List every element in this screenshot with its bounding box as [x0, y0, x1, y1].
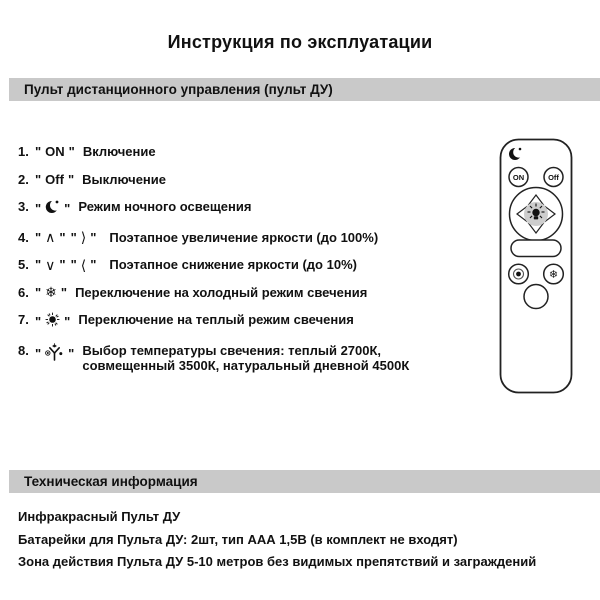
off-label: Off	[45, 171, 64, 187]
item-text: Включение	[82, 144, 156, 159]
section-header-remote	[9, 78, 600, 101]
list-item-temperature-select	[18, 343, 484, 373]
tech-line-batteries: Батарейки для Пульта ДУ: 2шт, тип ААА 1,5В (в комплект не входят)	[18, 531, 458, 547]
list-item-warm-mode	[18, 312, 484, 330]
chevron-down-icon: ∨	[45, 256, 56, 273]
page-title: Инструкция по эксплуатации	[167, 32, 433, 52]
remote-pill-button	[511, 240, 561, 257]
list-item-night-mode	[18, 199, 484, 217]
remote-cold-button	[544, 264, 564, 284]
tech-info	[18, 509, 593, 577]
tech-line-range: Зона действия Пульта ДУ 5-10 метров без видимых препятствий и заграждений	[18, 554, 537, 569]
item-text: Режим ночного освещения	[78, 199, 252, 214]
item-symbol: " "	[35, 343, 74, 365]
on-label: ON	[45, 144, 65, 159]
item-text: Выбор температуры свечения: теплый 2700К, совмещенный 3500К, натуральный дневной 4500К	[82, 342, 410, 373]
list-item-on	[18, 144, 484, 159]
remote-warm-button	[509, 264, 529, 284]
instruction-list	[18, 144, 484, 385]
section-header-remote-label: Пульт дистанционного управления (пульт ДУ)	[24, 82, 333, 97]
item-number: 5.	[18, 257, 29, 272]
item-symbol: " "	[35, 200, 71, 216]
item-number: 8.	[18, 342, 29, 358]
snowflake-icon: ❄	[45, 284, 57, 300]
section-header-tech	[9, 470, 600, 493]
item-symbol: " ∧ " " ⟩ "	[35, 229, 97, 245]
temperature-select-icon	[45, 343, 64, 365]
item-text: Переключение на теплый режим свечения	[78, 312, 354, 327]
remote-illustration	[499, 138, 573, 394]
remote-dial	[510, 188, 563, 241]
item-number: 4.	[18, 229, 29, 245]
item-text: Поэтапное снижение яркости (до 10%)	[109, 257, 357, 272]
item-number: 6.	[18, 284, 29, 300]
chevron-right-icon: ⟩	[80, 229, 87, 245]
list-item-off	[18, 172, 484, 187]
item-symbol: " ON "	[35, 144, 75, 159]
list-item-cold-mode	[18, 285, 484, 300]
item-symbol: " "	[35, 313, 71, 329]
sun-icon	[45, 312, 60, 330]
item-symbol: " ∨ " " ⟨ "	[35, 256, 97, 273]
item-text: Выключение	[82, 171, 166, 187]
list-item-brightness-up	[18, 230, 484, 245]
section-header-tech-label: Техническая информация	[24, 474, 198, 489]
item-number: 7.	[18, 312, 29, 327]
tech-line-remote-type: Инфракрасный Пульт ДУ	[18, 509, 181, 524]
list-item-brightness-down	[18, 257, 484, 272]
item-number: 1.	[18, 144, 29, 159]
remote-off-button	[544, 168, 563, 187]
item-symbol: " ❄ "	[35, 284, 68, 300]
svg-text:❄: ❄	[548, 269, 559, 281]
remote-on-button	[509, 168, 528, 187]
item-text: Поэтапное увеличение яркости (до 100%)	[109, 229, 379, 245]
chevron-left-icon: ⟨	[80, 256, 87, 273]
svg-text:Off: Off	[548, 172, 559, 182]
item-number: 2.	[18, 171, 29, 187]
svg-text:ON: ON	[512, 172, 525, 182]
item-symbol: " Off "	[35, 171, 75, 187]
chevron-up-icon: ∧	[45, 229, 56, 245]
remote-round-button	[524, 285, 548, 309]
item-number: 3.	[18, 199, 29, 214]
moon-icon	[45, 199, 60, 217]
item-text: Переключение на холодный режим свечения	[75, 284, 368, 300]
